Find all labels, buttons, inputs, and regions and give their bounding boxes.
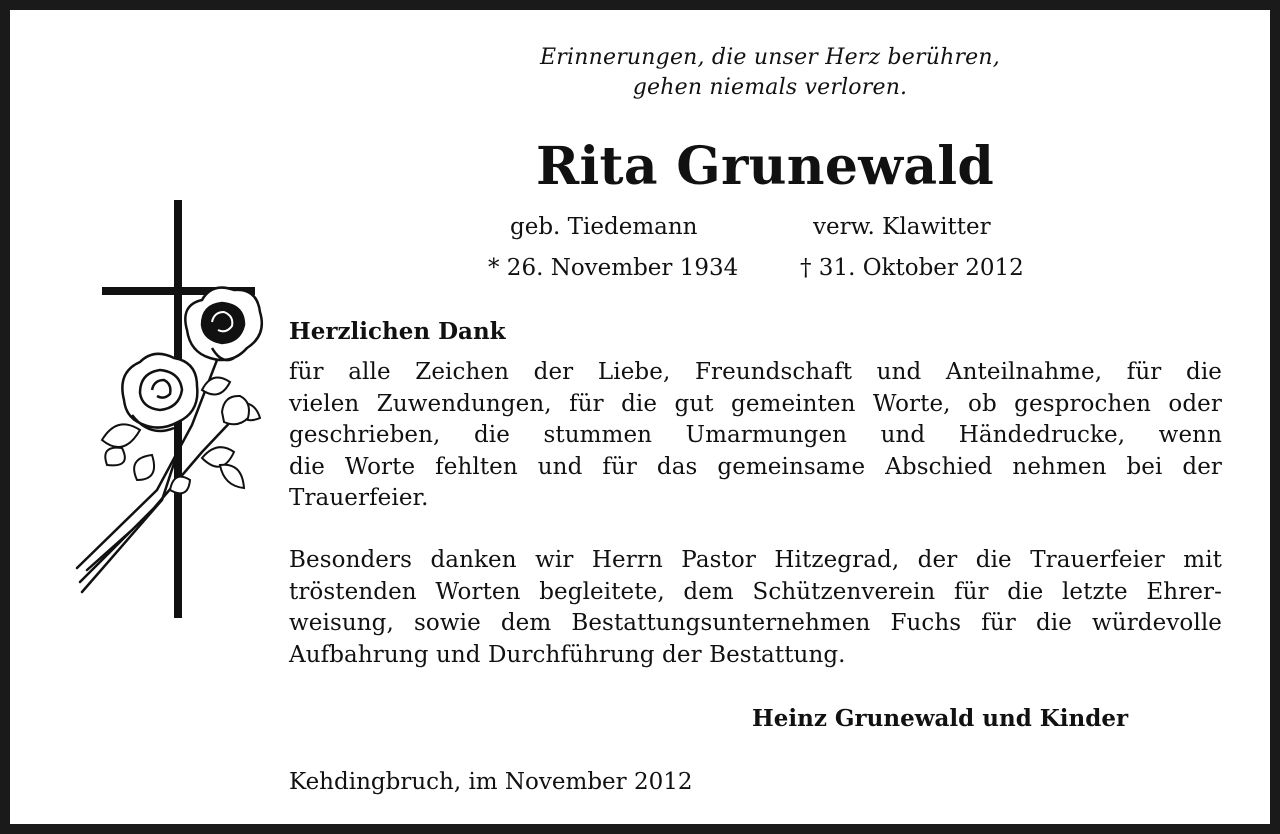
place-and-date: Kehdingbruch, im November 2012 xyxy=(289,769,693,795)
paragraph-line: tröstenden Worten begleitete, dem Schützenverein für die letzte Ehrer- xyxy=(289,578,1222,605)
paragraph-line: die Worte fehlten und für das gemeinsame Abschied nehmen bei der xyxy=(289,453,1222,480)
paragraph-line: weisung, sowie dem Bestattungsunternehmen Fuchs für die würdevolle xyxy=(289,610,1222,636)
paragraph-line: Aufbahrung und Durchführung der Bestattung. xyxy=(289,641,846,668)
special-thanks-paragraph xyxy=(289,545,1222,671)
thanks-paragraph xyxy=(289,357,1222,515)
paragraph-line: für alle Zeichen der Liebe, Freundschaft und Anteilnahme, für die xyxy=(289,359,1222,385)
motto xyxy=(470,43,1070,103)
motto-line: Erinnerungen, die unser Herz berühren, xyxy=(540,45,1000,70)
paragraph-line: vielen Zuwendungen, für die gut gemeinten Worte, ob gesprochen oder xyxy=(289,390,1222,417)
paragraph-line: geschrieben, die stummen Umarmungen und Händedrucke, wenn xyxy=(289,422,1222,448)
paragraph-line: Trauerfeier. xyxy=(289,485,429,511)
cross-with-roses-icon xyxy=(62,190,272,620)
motto-line: gehen niemals verloren. xyxy=(632,75,908,100)
birth-date: * 26. November 1934 xyxy=(488,255,739,281)
deceased-name: Rita Grunewald xyxy=(535,136,995,197)
signature: Heinz Grunewald und Kinder xyxy=(752,705,1129,732)
widowed-name: verw. Klawitter xyxy=(813,214,991,240)
thanks-heading: Herzlichen Dank xyxy=(289,318,506,345)
birth-name: geb. Tiedemann xyxy=(510,214,698,240)
death-date: † 31. Oktober 2012 xyxy=(800,255,1024,281)
paragraph-line: Besonders danken wir Herrn Pastor Hitzegrad, der die Trauerfeier mit xyxy=(289,547,1222,573)
